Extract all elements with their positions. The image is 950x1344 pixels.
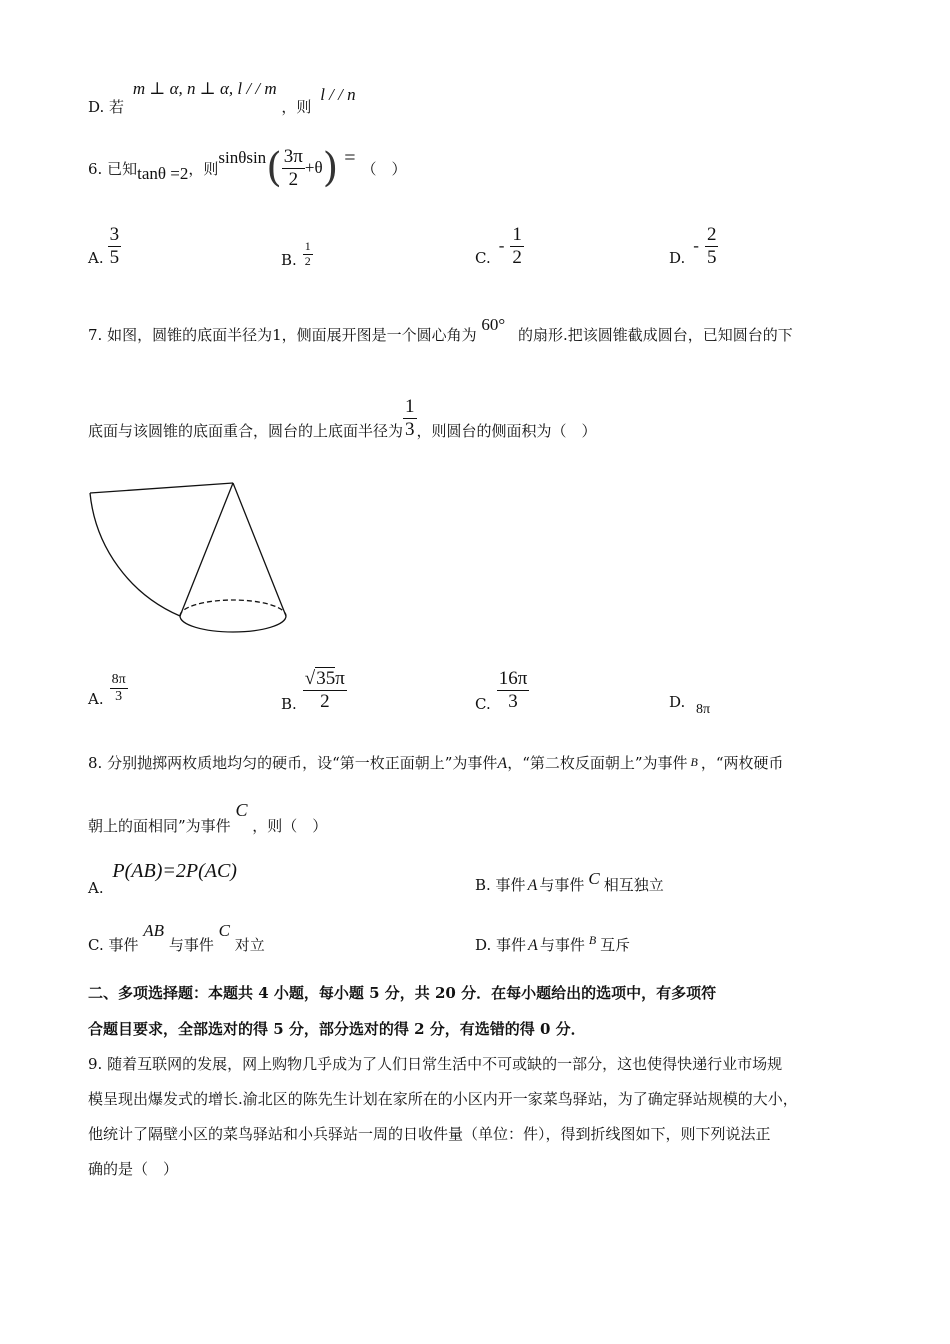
q7-stem-line1 [88,314,793,344]
q6-a-frac [108,224,122,269]
q7-option-d [669,693,711,717]
q8-stem-line2 [88,800,328,835]
q6-d-num: 2 [706,224,717,245]
q6-d-label: D. [669,249,686,268]
q9-line4: 确的是（ ） [88,1160,179,1178]
q8-text-c: ，“两枚硬币 [700,754,784,772]
q8-d-event2: B [588,933,597,947]
q7-c-label: C. [475,695,491,714]
q7-a-num: 8π [110,672,128,689]
q7-text-c: 底面与该圆锥的底面重合，圆台的上底面半径为 [88,421,404,440]
q9-line1: 9. 随着互联网的发展，网上购物几乎成为了人们日常生活中不可或缺的一部分，这也使得快递行业市场规 [88,1055,783,1073]
q7-d-value: 8π [696,702,711,717]
cone-base-back [180,600,286,616]
q6-c-label: C. [475,249,491,268]
q9-line2: 模呈现出爆发式的增长.渝北区的陈先生计划在家所在的小区内开一家菜鸟驿站，为了确定驿站规模的大小， [88,1090,798,1108]
cone-left-edge [180,483,233,616]
q8-option-b [475,868,664,894]
q6-a-den: 5 [109,246,120,268]
q8-event-c: C [235,800,248,820]
q8-b-tail: 相互独立 [603,876,664,894]
q7-stem-line2 [88,396,597,441]
q6-d-den: 5 [706,246,717,268]
q8-b-event2: C [588,869,600,888]
q8-c-event1: AB [143,921,165,940]
q6-b-frac [303,240,313,269]
q8-a-label: A. [88,879,104,897]
q8-d-mid: 与事件 [539,936,585,954]
q5-d-condition: m ⊥ α, n ⊥ α, l / / m [132,79,277,98]
q7-b-pi: π [335,668,345,689]
q8-stem-line1 [88,752,784,773]
q8-option-d [475,928,631,954]
section2-heading [88,975,868,1047]
q7-a-frac [110,672,128,705]
q7-a-label: A. [88,689,104,708]
q7-b-label: B. [281,695,297,714]
q8-text-a: 8. 分别抛掷两枚质地均匀的硬币，设“第一枚正面朝上”为事件 [88,754,498,772]
q5-d-conclusion: l / / n [320,85,356,104]
q6-d-frac [705,224,719,269]
cone-base-front [180,616,286,632]
q7-option-a [88,672,128,708]
q7-b-num: √35π [304,668,345,689]
q6-c-num: 1 [512,224,522,245]
q6-c-frac [510,224,524,269]
q8-c-event2: C [218,921,230,940]
q9-line3: 他统计了隔壁小区的菜鸟驿站和小兵驿站一周的日收件量（单位：件），得到折线图如下，则下列说法正 [88,1125,771,1143]
q7-c-num: 16π [498,668,528,689]
q7-r-num: 1 [405,396,415,417]
q6-equals: = [344,146,356,169]
q8-event-a: A [497,755,508,772]
q7-d-label: D. [669,693,686,711]
q8-b-mid: 与事件 [539,876,585,894]
q6-option-a [88,224,121,269]
q7-option-b [281,668,347,713]
q6-b-den: 2 [304,253,311,268]
q7-text-d: ，则圆台的侧面积为（ ） [416,421,597,440]
q5-d-then: ，则 [281,98,312,116]
q5-option-d [88,78,356,116]
q8-option-c [88,920,265,954]
q7-option-c [475,668,529,713]
q6-b-label: B. [281,251,297,270]
q7-a-den: 3 [115,689,123,705]
q6-given: tanθ =2 [137,164,189,183]
q8-c-label: C. 事件 [88,936,139,954]
q6-d-sign: - [693,236,699,256]
cone-right-edge [233,483,286,616]
q7-c-den: 3 [508,690,518,712]
q8-c-tail: 对立 [234,936,265,954]
section2-line1: 二、多项选择题：本题共 4 小题，每小题 5 分，共 20 分．在每小题给出的选项中，有多项符 [88,984,717,1002]
q6-option-d [669,224,718,269]
q7-b-root: 35 [316,668,336,689]
q8-event-b: B [690,755,698,769]
q8-b-label: B. 事件 [475,876,526,894]
q8-b-event1: A [527,877,538,894]
q8-text-b: ，“第二枚反面朝上”为事件 [507,754,688,772]
q6-a-label: A. [88,249,104,268]
q6-blank: （ ） [361,159,407,178]
q6-c-sign: - [498,236,505,256]
q6-plus-theta: +θ [304,158,323,177]
q7-radius-frac [403,396,417,441]
q7-c-frac [497,668,530,713]
q6-b-num: 1 [304,239,311,253]
q6-stem [88,140,407,196]
q6-left-paren: ( [266,145,282,191]
q8-d-tail: 互斥 [600,936,631,954]
sector-top-edge [90,483,233,493]
q8-text-d: 朝上的面相同”为事件 [88,817,231,835]
sector-arc [90,493,180,616]
q7-cone-figure [80,475,300,640]
q8-text-e: ，则（ ） [252,817,328,835]
section2-line2: 合题目要求，全部选对的得 5 分，部分选对的得 2 分，有选错的得 0 分． [88,1020,586,1038]
q6-frac-num: 3π [283,145,303,167]
q6-option-b [281,240,313,269]
q7-r-den: 3 [405,418,415,440]
q8-option-a [88,860,237,897]
q5-d-label: D. 若 [88,98,125,116]
q8-d-event1: A [528,937,538,954]
q6-a-num: 3 [109,224,120,245]
q7-angle: 60° [481,315,506,334]
q7-b-frac [303,668,347,713]
q6-option-c [475,224,524,269]
q6-right-paren: ) [322,145,339,191]
q7-text-b: 的扇形.把该圆锥截成圆台，已知圆台的下 [518,326,793,344]
q9-stem [88,1047,868,1187]
q6-then: ，则 [188,159,219,178]
q7-b-den: 2 [320,690,330,712]
q6-expr-left: sinθsin [218,148,267,167]
q8-c-mid: 与事件 [168,936,214,954]
q6-frac-den: 2 [288,168,299,190]
q6-c-den: 2 [512,246,522,268]
q6-prefix: 6. 已知 [88,159,138,178]
q6-fraction [282,146,305,191]
q8-d-label: D. 事件 [475,936,527,954]
q8-a-expr: P(AB)=2P(AC) [112,860,237,882]
q7-text-a: 7. 如图，圆锥的底面半径为1，侧面展开图是一个圆心角为 [88,326,477,344]
